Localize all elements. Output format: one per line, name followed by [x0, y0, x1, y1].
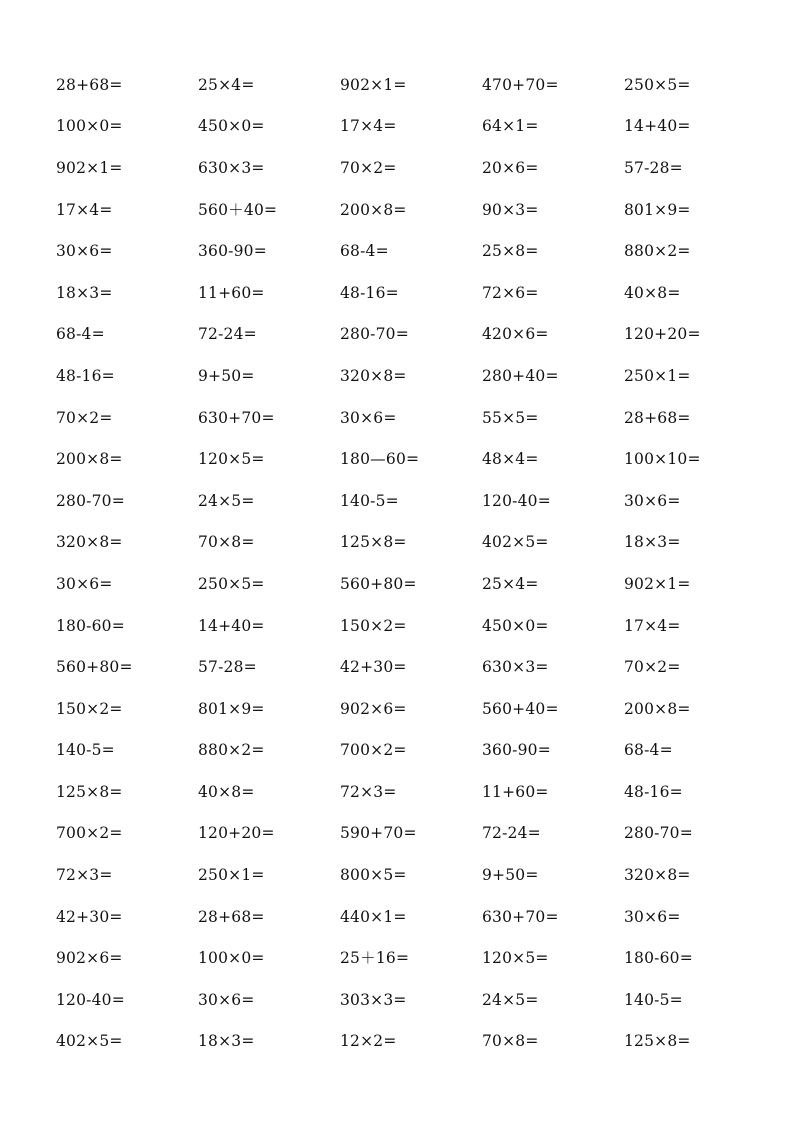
- math-problem: 140-5=: [340, 491, 399, 510]
- math-problem: 11+60=: [198, 283, 265, 302]
- math-problem: 28+68=: [198, 907, 265, 926]
- math-problem: 180-60=: [56, 616, 125, 635]
- math-problem: 280-70=: [624, 824, 693, 843]
- problem-row: [56, 896, 766, 938]
- math-problem: 140-5=: [56, 741, 115, 760]
- math-problem: 14+40=: [198, 616, 265, 635]
- math-problem: 68-4=: [56, 325, 105, 344]
- math-problem: 24×5=: [482, 990, 539, 1009]
- math-problem: 150×2=: [340, 616, 407, 635]
- math-problem: 180—60=: [340, 450, 420, 469]
- math-problem: 120×5=: [482, 949, 549, 968]
- math-problem: 280-70=: [340, 325, 409, 344]
- math-problem: 17×4=: [624, 616, 681, 635]
- math-problem: 630+70=: [482, 907, 559, 926]
- math-problem: 320×8=: [56, 533, 123, 552]
- problem-row: [56, 813, 766, 855]
- math-problem: 560+80=: [56, 658, 133, 677]
- math-problem: 72-24=: [198, 325, 257, 344]
- math-problem: 250×5=: [198, 574, 265, 593]
- math-problem: 30×6=: [624, 491, 681, 510]
- math-problem: 20×6=: [482, 158, 539, 177]
- math-problem: 9+50=: [482, 866, 539, 885]
- math-problem: 14+40=: [624, 117, 691, 136]
- math-problem: 560＋40=: [198, 200, 278, 219]
- math-problem: 200×8=: [340, 200, 407, 219]
- math-problem: 360-90=: [482, 741, 551, 760]
- problem-row: [56, 480, 766, 522]
- math-problem: 18×3=: [198, 1032, 255, 1051]
- math-problem: 200×8=: [624, 699, 691, 718]
- math-problem: 902×6=: [56, 949, 123, 968]
- math-problem: 70×2=: [624, 658, 681, 677]
- problem-row: [56, 979, 766, 1021]
- math-problem: 880×2=: [198, 741, 265, 760]
- math-problem: 70×8=: [482, 1032, 539, 1051]
- math-problem: 470+70=: [482, 75, 559, 94]
- math-problem: 28+68=: [624, 408, 691, 427]
- math-problem: 48-16=: [624, 782, 683, 801]
- math-problem: 18×3=: [56, 283, 113, 302]
- math-problem: 120+20=: [198, 824, 275, 843]
- math-problem: 11+60=: [482, 782, 549, 801]
- math-problem: 250×5=: [624, 75, 691, 94]
- math-problem: 42+30=: [340, 658, 407, 677]
- math-problem: 30×6=: [56, 574, 113, 593]
- problem-row: [56, 646, 766, 688]
- math-problem: 120+20=: [624, 325, 701, 344]
- problem-row: [56, 147, 766, 189]
- math-problem: 64×1=: [482, 117, 539, 136]
- math-problem: 140-5=: [624, 990, 683, 1009]
- arithmetic-grid: [56, 64, 766, 1062]
- math-problem: 68-4=: [624, 741, 673, 760]
- math-problem: 800×5=: [340, 866, 407, 885]
- math-problem: 560+40=: [482, 699, 559, 718]
- math-problem: 72-24=: [482, 824, 541, 843]
- math-problem: 590+70=: [340, 824, 417, 843]
- math-problem: 100×10=: [624, 450, 701, 469]
- math-problem: 68-4=: [340, 242, 389, 261]
- math-problem: 70×8=: [198, 533, 255, 552]
- math-problem: 120×5=: [198, 450, 265, 469]
- math-problem: 801×9=: [198, 699, 265, 718]
- math-problem: 560+80=: [340, 574, 417, 593]
- math-problem: 320×8=: [340, 366, 407, 385]
- math-problem: 801×9=: [624, 200, 691, 219]
- math-problem: 17×4=: [340, 117, 397, 136]
- math-problem: 902×6=: [340, 699, 407, 718]
- math-problem: 72×6=: [482, 283, 539, 302]
- problem-row: [56, 563, 766, 605]
- math-problem: 630+70=: [198, 408, 275, 427]
- math-problem: 630×3=: [198, 158, 265, 177]
- math-problem: 25×4=: [198, 75, 255, 94]
- problem-row: [56, 64, 766, 106]
- problem-row: [56, 771, 766, 813]
- problem-row: [56, 355, 766, 397]
- math-problem: 440×1=: [340, 907, 407, 926]
- math-problem: 30×6=: [624, 907, 681, 926]
- problem-row: [56, 937, 766, 979]
- math-problem: 125×8=: [624, 1032, 691, 1051]
- math-problem: 57-28=: [198, 658, 257, 677]
- math-problem: 30×6=: [56, 242, 113, 261]
- math-problem: 100×0=: [198, 949, 265, 968]
- math-problem: 880×2=: [624, 242, 691, 261]
- math-problem: 250×1=: [624, 366, 691, 385]
- problem-row: [56, 314, 766, 356]
- math-problem: 25×4=: [482, 574, 539, 593]
- math-problem: 125×8=: [56, 782, 123, 801]
- math-problem: 402×5=: [482, 533, 549, 552]
- math-problem: 90×3=: [482, 200, 539, 219]
- math-problem: 902×1=: [56, 158, 123, 177]
- math-problem: 150×2=: [56, 699, 123, 718]
- problem-row: [56, 272, 766, 314]
- math-problem: 360-90=: [198, 242, 267, 261]
- problem-row: [56, 854, 766, 896]
- math-problem: 902×1=: [340, 75, 407, 94]
- math-problem: 30×6=: [198, 990, 255, 1009]
- problem-row: [56, 522, 766, 564]
- problem-row: [56, 438, 766, 480]
- math-problem: 320×8=: [624, 866, 691, 885]
- math-problem: 402×5=: [56, 1032, 123, 1051]
- math-problem: 280-70=: [56, 491, 125, 510]
- math-problem: 25＋16=: [340, 949, 410, 968]
- math-problem: 12×2=: [340, 1032, 397, 1051]
- math-problem: 303×3=: [340, 990, 407, 1009]
- math-problem: 450×0=: [482, 616, 549, 635]
- math-problem: 48×4=: [482, 450, 539, 469]
- math-problem: 420×6=: [482, 325, 549, 344]
- math-problem: 40×8=: [624, 283, 681, 302]
- math-problem: 120-40=: [482, 491, 551, 510]
- math-problem: 700×2=: [340, 741, 407, 760]
- math-problem: 57-28=: [624, 158, 683, 177]
- math-problem: 180-60=: [624, 949, 693, 968]
- math-problem: 120-40=: [56, 990, 125, 1009]
- math-problem: 40×8=: [198, 782, 255, 801]
- math-problem: 250×1=: [198, 866, 265, 885]
- math-problem: 70×2=: [340, 158, 397, 177]
- math-problem: 280+40=: [482, 366, 559, 385]
- math-problem: 902×1=: [624, 574, 691, 593]
- math-problem: 48-16=: [340, 283, 399, 302]
- math-problem: 450×0=: [198, 117, 265, 136]
- math-problem: 55×5=: [482, 408, 539, 427]
- math-problem: 42+30=: [56, 907, 123, 926]
- problem-row: [56, 189, 766, 231]
- problem-row: [56, 688, 766, 730]
- math-problem: 48-16=: [56, 366, 115, 385]
- math-problem: 28+68=: [56, 75, 123, 94]
- problem-row: [56, 230, 766, 272]
- math-problem: 72×3=: [340, 782, 397, 801]
- problem-row: [56, 605, 766, 647]
- math-problem: 24×5=: [198, 491, 255, 510]
- math-problem: 70×2=: [56, 408, 113, 427]
- problem-row: [56, 730, 766, 772]
- math-problem: 18×3=: [624, 533, 681, 552]
- math-problem: 630×3=: [482, 658, 549, 677]
- math-problem: 100×0=: [56, 117, 123, 136]
- problem-row: [56, 1021, 766, 1063]
- math-problem: 17×4=: [56, 200, 113, 219]
- math-problem: 72×3=: [56, 866, 113, 885]
- math-problem: 125×8=: [340, 533, 407, 552]
- problem-row: [56, 106, 766, 148]
- math-problem: 9+50=: [198, 366, 255, 385]
- math-problem: 30×6=: [340, 408, 397, 427]
- problem-row: [56, 397, 766, 439]
- math-problem: 25×8=: [482, 242, 539, 261]
- math-problem: 700×2=: [56, 824, 123, 843]
- math-problem: 200×8=: [56, 450, 123, 469]
